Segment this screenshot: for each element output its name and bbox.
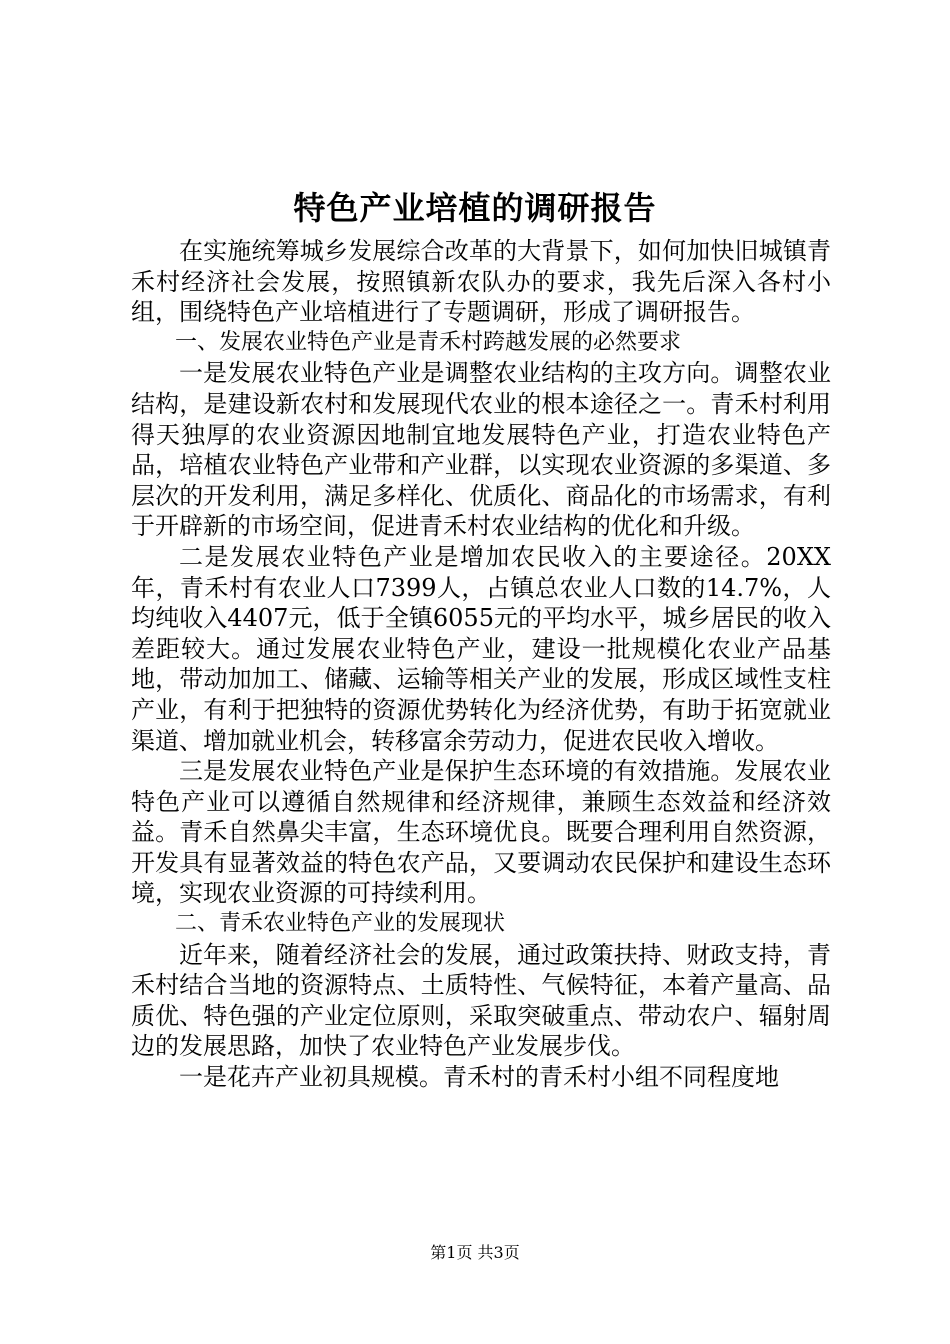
section-heading-2: 二、青禾农业特色产业的发展现状 bbox=[175, 911, 506, 937]
body-paragraph-1: 一是发展农业特色产业是调整农业结构的主攻方向。调整农业结构，是建设新农村和发展现代农业的根本途径之一。青禾村利用得天独厚的农业资源因地制宜地发展特色产业，打造农业特色产品，培植农业特色产业带和产业群，以实现农业资源的多渠道、多层次的开发利用，满足多样化、优质化、商品化的市场需求，有利于开辟新的市场空间，促进青禾村农业结构的优化和升级。 bbox=[131, 359, 831, 541]
document-body bbox=[131, 236, 831, 1093]
body-paragraph-5: 一是花卉产业初具规模。青禾村的青禾村小组不同程度地 bbox=[179, 1063, 779, 1092]
body-paragraph-3: 三是发展农业特色产业是保护生态环境的有效措施。发展农业特色产业可以遵循自然规律和经济规律，兼顾生态效益和经济效益。青禾自然鼻尖丰富，生态环境优良。既要合理利用自然资源，开发具有显著效益的特色农产品，又要调动农民保护和建设生态环境，实现农业资源的可持续利用。 bbox=[131, 757, 831, 908]
body-paragraph-4: 近年来，随着经济社会的发展，通过政策扶持、财政支持，青禾村结合当地的资源特点、土质特性、气候特征，本着产量高、品质优、特色强的产业定位原则，采取突破重点、带动农户、辐射周边的发展思路，加快了农业特色产业发展步伐。 bbox=[131, 940, 831, 1061]
section-heading-1: 一、发展农业特色产业是青禾村跨越发展的必然要求 bbox=[175, 329, 682, 355]
document-title: 特色产业培植的调研报告 bbox=[293, 189, 657, 227]
intro-paragraph: 在实施统筹城乡发展综合改革的大背景下，如何加快旧城镇青禾村经济社会发展，按照镇新农队办的要求，我先后深入各村小组，围绕特色产业培植进行了专题调研，形成了调研报告。 bbox=[131, 237, 831, 327]
body-paragraph-2: 二是发展农业特色产业是增加农民收入的主要途径。20XX年，青禾村有农业人口7399人，占镇总农业人口数的14.7%，人均纯收入4407元，低于全镇6055元的平均水平，城乡居民的收入差距较大。通过发展农业特色产业，建设一批规模化农业产品基地，带动加加工、储藏、运输等相关产业的发展，形成区域性支柱产业，有利于把独特的资源优势转化为经济优势，有助于拓宽就业渠道、增加就业机会，转移富余劳动力，促进农民收入增收。 bbox=[131, 542, 831, 755]
page-footer: 第1页 共3页 bbox=[430, 1243, 520, 1262]
